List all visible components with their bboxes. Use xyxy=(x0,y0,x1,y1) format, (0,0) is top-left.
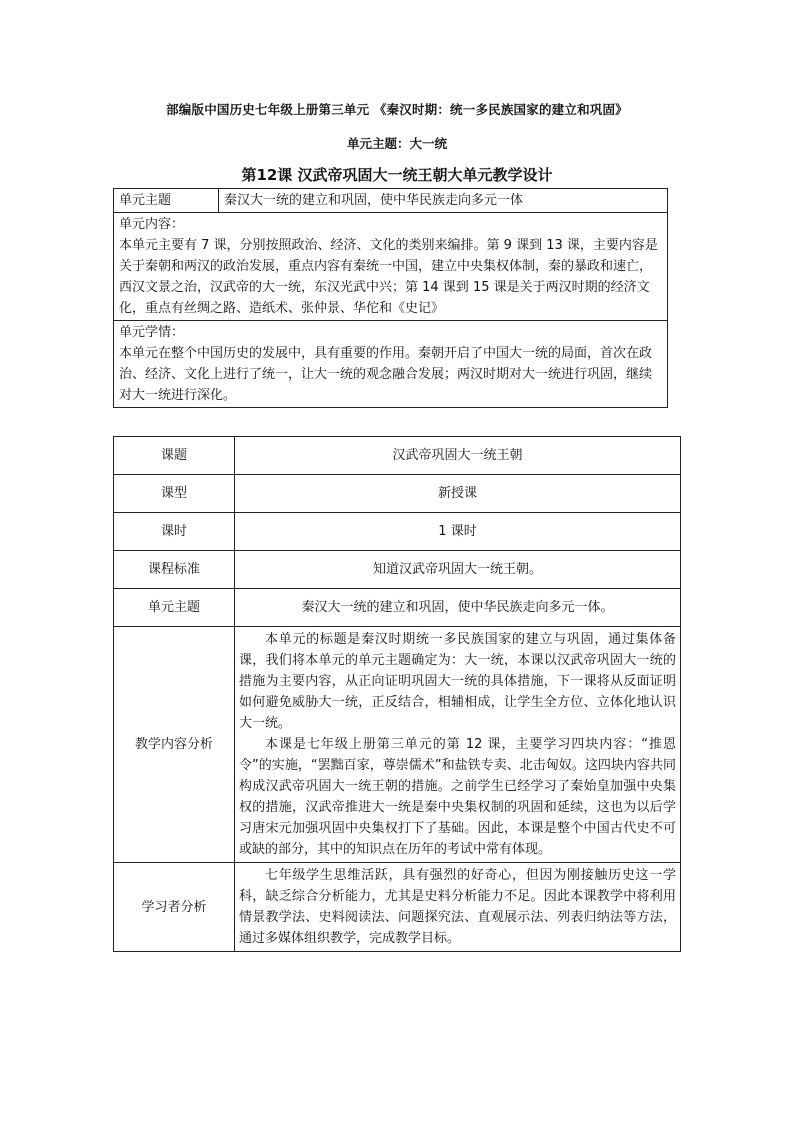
row-value: 新授课 xyxy=(235,475,681,513)
row-value: 1 课时 xyxy=(235,513,681,551)
unit-situation-text: 本单元在整个中国历史的发展中，具有重要的作用。秦朝开启了中国大一统的局面，首次在政治、经济、文化上进行了统一，让大一统的观念融合发展；两汉时期对大一统进行巩固，继续对大一统进行深化。 xyxy=(119,346,653,403)
table-row xyxy=(114,189,668,213)
content-analysis-paragraph-2: 本课是七年级上册第三单元的第 12 课，主要学习四块内容：“推恩令”的实施，“罢黜百家，尊崇儒术”和盐铁专卖、北击匈奴。这四块内容共同构成汉武帝巩固大一统王朝的措施。之前学生已经学习了秦始皇加强中央集权的措施，汉武帝推进大一统是秦中央集权制的巩固和延续，这也为以后学习唐宋元加强巩固中央集权打下了基础。因此，本课是整个中国古代史不可或缺的部分，其中的知识点在历年的考试中常有体现。 xyxy=(239,737,676,857)
learner-analysis-label: 学习者分析 xyxy=(114,863,235,952)
table-row xyxy=(114,863,681,952)
row-label: 课题 xyxy=(114,437,235,475)
content-analysis-label: 教学内容分析 xyxy=(114,627,235,863)
page-title: 第12课 汉武帝巩固大一统王朝大单元教学设计 xyxy=(241,166,553,184)
row-label: 课时 xyxy=(114,513,235,551)
unit-situation-label: 单元学情： xyxy=(119,325,185,340)
learner-analysis-cell xyxy=(235,863,681,952)
table-row xyxy=(114,213,668,321)
table-row xyxy=(114,513,681,551)
row-label: 课型 xyxy=(114,475,235,513)
row-value: 秦汉大一统的建立和巩固，使中华民族走向多元一体。 xyxy=(235,589,681,627)
unit-situation-cell xyxy=(114,321,668,408)
document-heading: 部编版中国历史七年级上册第三单元 《秦汉时期：统一多民族国家的建立和巩固》 xyxy=(166,102,628,117)
lesson-design-table xyxy=(113,436,681,952)
unit-content-cell xyxy=(114,213,668,321)
content-analysis-cell xyxy=(235,627,681,863)
unit-theme-heading: 单元主题：大一统 xyxy=(346,136,447,151)
row-value: 知道汉武帝巩固大一统王朝。 xyxy=(235,551,681,589)
unit-overview-table xyxy=(113,188,668,408)
table-row xyxy=(114,475,681,513)
unit-theme-value: 秦汉大一统的建立和巩固，使中华民族走向多元一体 xyxy=(219,189,668,213)
table-row xyxy=(114,437,681,475)
table-row xyxy=(114,627,681,863)
row-label: 单元主题 xyxy=(114,589,235,627)
table-row xyxy=(114,321,668,408)
table-row xyxy=(114,551,681,589)
row-value: 汉武帝巩固大一统王朝 xyxy=(235,437,681,475)
table-row xyxy=(114,589,681,627)
content-analysis-paragraph-1: 本单元的标题是秦汉时期统一多民族国家的建立与巩固，通过集体备课，我们将本单元的单元主题确定为：大一统，本课以汉武帝巩固大一统的措施为主要内容，从正向证明巩固大一统的具体措施，下一课将从反面证明如何避免威胁大一统，正反结合，相辅相成，让学生全方位、立体化地认识大一统。 xyxy=(239,632,676,731)
row-label: 课程标准 xyxy=(114,551,235,589)
unit-content-label: 单元内容： xyxy=(119,217,185,232)
learner-analysis-text: 七年级学生思维活跃，具有强烈的好奇心，但因为刚接触历史这一学科，缺乏综合分析能力，尤其是史料分析能力不足。因此本课教学中将利用情景教学法、史料阅读法、问题探究法、直观展示法、列表归纳法等方法，通过多媒体组织教学，完成教学目标。 xyxy=(239,868,676,946)
unit-theme-label: 单元主题 xyxy=(114,189,219,213)
unit-content-text: 本单元主要有 7 课，分别按照政治、经济、文化的类别来编排。第 9 课到 13 课，主要内容是关于秦朝和两汉的政治发展，重点内容有秦统一中国，建立中央集权体制，秦的暴政和速亡，西汉文景之治，汉武帝的大一统，东汉光武中兴；第 14 课到 15 课是关于两汉时期的经济文化，重点有丝绸之路、造纸术、张仲景、华佗和《史记》 xyxy=(119,238,658,316)
